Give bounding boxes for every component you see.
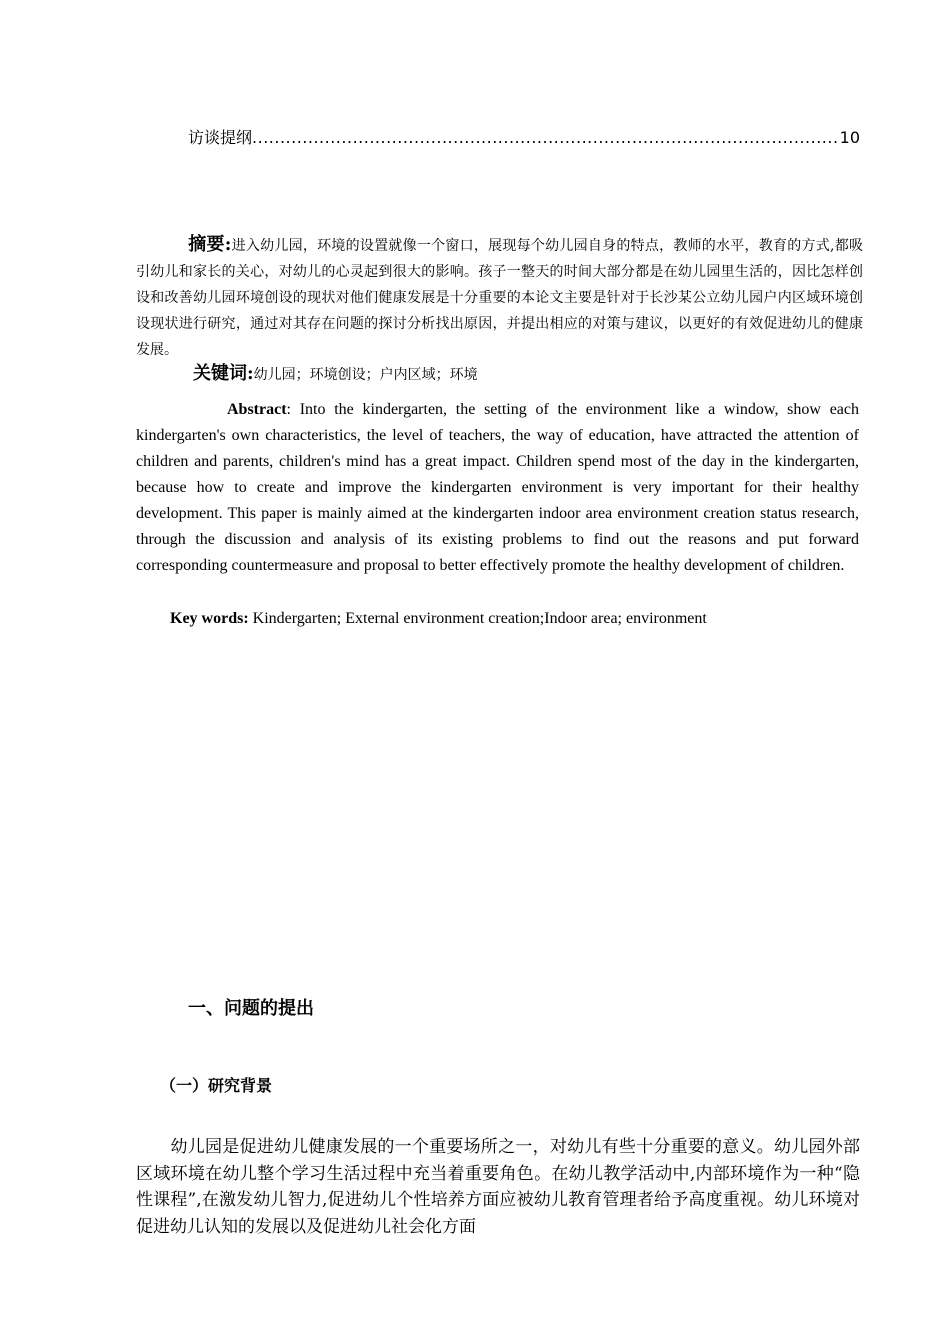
keywords-en	[170, 606, 860, 632]
keywords-cn-text: 幼儿园；环境创设；户内区域；环境	[253, 367, 478, 383]
paragraph-indent	[136, 1137, 171, 1157]
subsection-heading: （一）研究背景	[160, 1076, 273, 1095]
toc-entry[interactable]	[188, 127, 860, 149]
keywords-en-text: Kindergarten; External environment creation;Indoor area; environment	[252, 610, 707, 627]
toc-entry-page: 10	[839, 128, 860, 147]
body-paragraph	[136, 1134, 860, 1240]
keywords-cn-label: 关键词:	[193, 363, 254, 384]
abstract-cn-label: 摘要:	[188, 234, 232, 255]
toc-leader-dots	[252, 127, 840, 149]
paragraph-text: 幼儿园是促进幼儿健康发展的一个重要场所之一，对幼儿有些十分重要的意义。幼儿园外部区域环境在幼儿整个学习生活过程中充当着重要角色。在幼儿教学活动中,内部环境作为一种“隐性课程”,在激发幼儿智力,促进幼儿个性培养方面应被幼儿教育管理者给予高度重视。幼儿环境对促进幼儿认知的发展以及促进幼儿社会化方面	[136, 1137, 861, 1237]
keywords-cn	[193, 361, 853, 388]
abstract-en	[136, 397, 859, 579]
keywords-en-label: Key words:	[170, 610, 249, 627]
section-heading: 一、问题的提出	[188, 998, 314, 1019]
toc-entry-label: 访谈提纲	[188, 128, 253, 147]
abstract-en-label: Abstract	[227, 401, 287, 418]
abstract-en-text: : Into the kindergarten, the setting of the environment like a window, show each kindergarten's own characteristics, the level of teachers, the way of education, have attracted the attention of children and parents, children's mind has a great impact. Children spend most of the day in the kindergarten, because how to create and improve the kindergarten environment is very important for their healthy development. This paper is mainly aimed at the kindergarten indoor area environment creation status research, through the discussion and analysis of its existing problems to find out the reasons and put forward corresponding countermeasure and proposal to better effectively promote the healthy development of children.	[136, 401, 859, 574]
abstract-cn-text: 进入幼儿园，环境的设置就像一个窗口，展现每个幼儿园自身的特点，教师的水平，教育的方式,都吸引幼儿和家长的关心，对幼儿的心灵起到很大的影响。孩子一整天的时间大部分都是在幼儿园里生活的，因比怎样创设和改善幼儿园环境创设的现状对他们健康发展是十分重要的本论文主要是针对于长沙某公立幼儿园户内区域环境创设现状进行研究，通过对其存在问题的探讨分析找出原因，并提出相应的对策与建议，以更好的有效促进幼儿的健康发展。	[136, 238, 863, 358]
abstract-cn	[136, 232, 863, 363]
